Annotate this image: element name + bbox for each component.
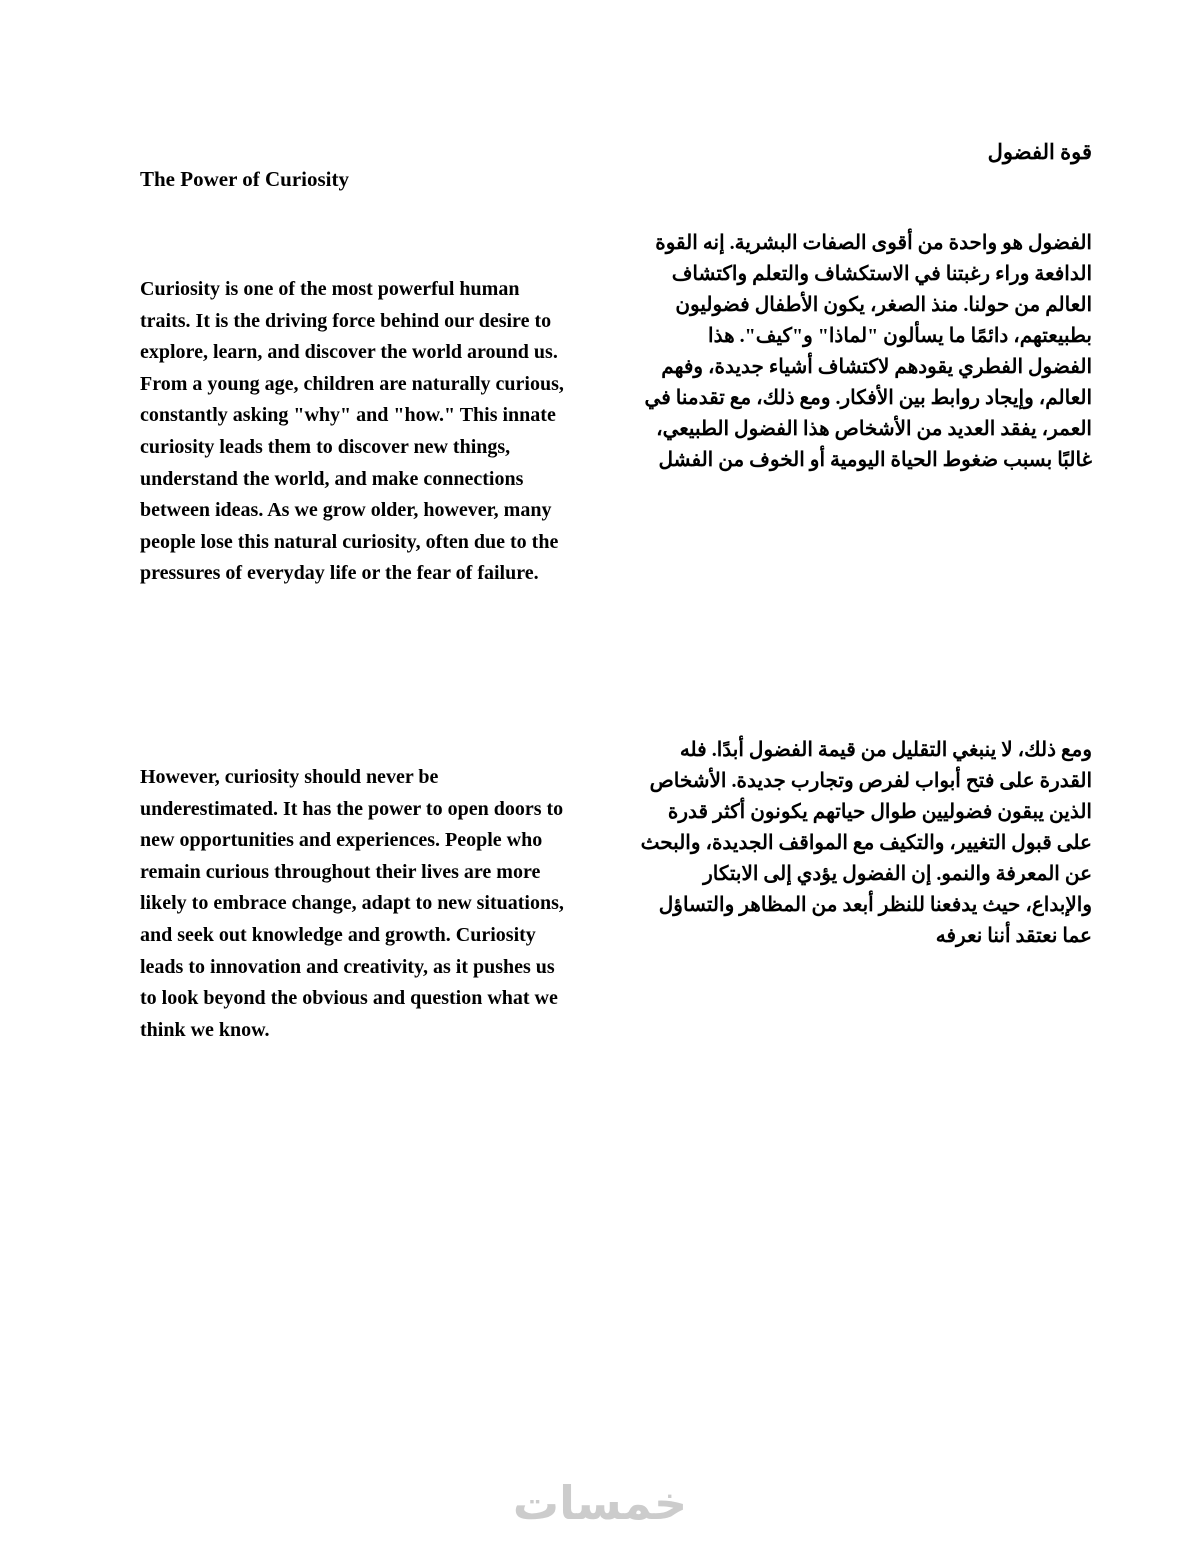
khamsat-watermark-logo: خمسات bbox=[512, 1476, 688, 1530]
arabic-title: قوة الفضول bbox=[987, 140, 1092, 164]
arabic-paragraph-2: ومع ذلك، لا ينبغي التقليل من قيمة الفضول أبدًا. فله القدرة على فتح أبواب لفرص وتجارب جديدة. الأشخاص الذين يبقون فضوليين طوال حياتهم يكونون أكثر قدرة على قبول التغيير، والتكيف مع المواقف الجديدة، والبحث عن المعرفة والنمو. إن الفضول يؤدي إلى الابتكار والإبداع، حيث يدفعنا للنظر أبعد من المظاهر والتساؤل عما نعتقد أننا نعرفه bbox=[640, 739, 1092, 947]
arabic-paragraph-1: الفضول هو واحدة من أقوى الصفات البشرية. إنه القوة الدافعة وراء رغبتنا في الاستكشاف والتعلم واكتشاف العالم من حولنا. منذ الصغر، يكون الأطفال فضوليون بطبيعتهم، دائمًا ما يسألون "لماذا" و"كيف". هذا الفضول الفطري يقودهم لاكتشاف أشياء جديدة، وفهم العالم، وإيجاد روابط بين الأفكار. ومع ذلك، مع تقدمنا في العمر، يفقد العديد من الأشخاص هذا الفضول الطبيعي، غالبًا بسبب ضغوط الحياة اليومية أو الخوف من الفشل bbox=[644, 232, 1092, 471]
english-paragraph-2: However, curiosity should never be underestimated. It has the power to open doors to new opportunities and experiences. People who remain curious throughout their lives are more likely to embrace change, adapt to new situations, and seek out knowledge and growth. Curiosity leads to innovation and creativity, as it pushes us to look beyond the obvious and question what we think we know. bbox=[140, 766, 564, 1041]
english-paragraph-1: Curiosity is one of the most powerful human traits. It is the driving force behind our desire to explore, learn, and discover the world around us. From a young age, children are naturally curious, constantly asking "why" and "how." This innate curiosity leads them to discover new things, understand the world, and make connections between ideas. As we grow older, however, many people lose this natural curiosity, often due to the pressures of everyday life or the fear of failure. bbox=[140, 278, 564, 585]
english-title: The Power of Curiosity bbox=[140, 167, 350, 191]
